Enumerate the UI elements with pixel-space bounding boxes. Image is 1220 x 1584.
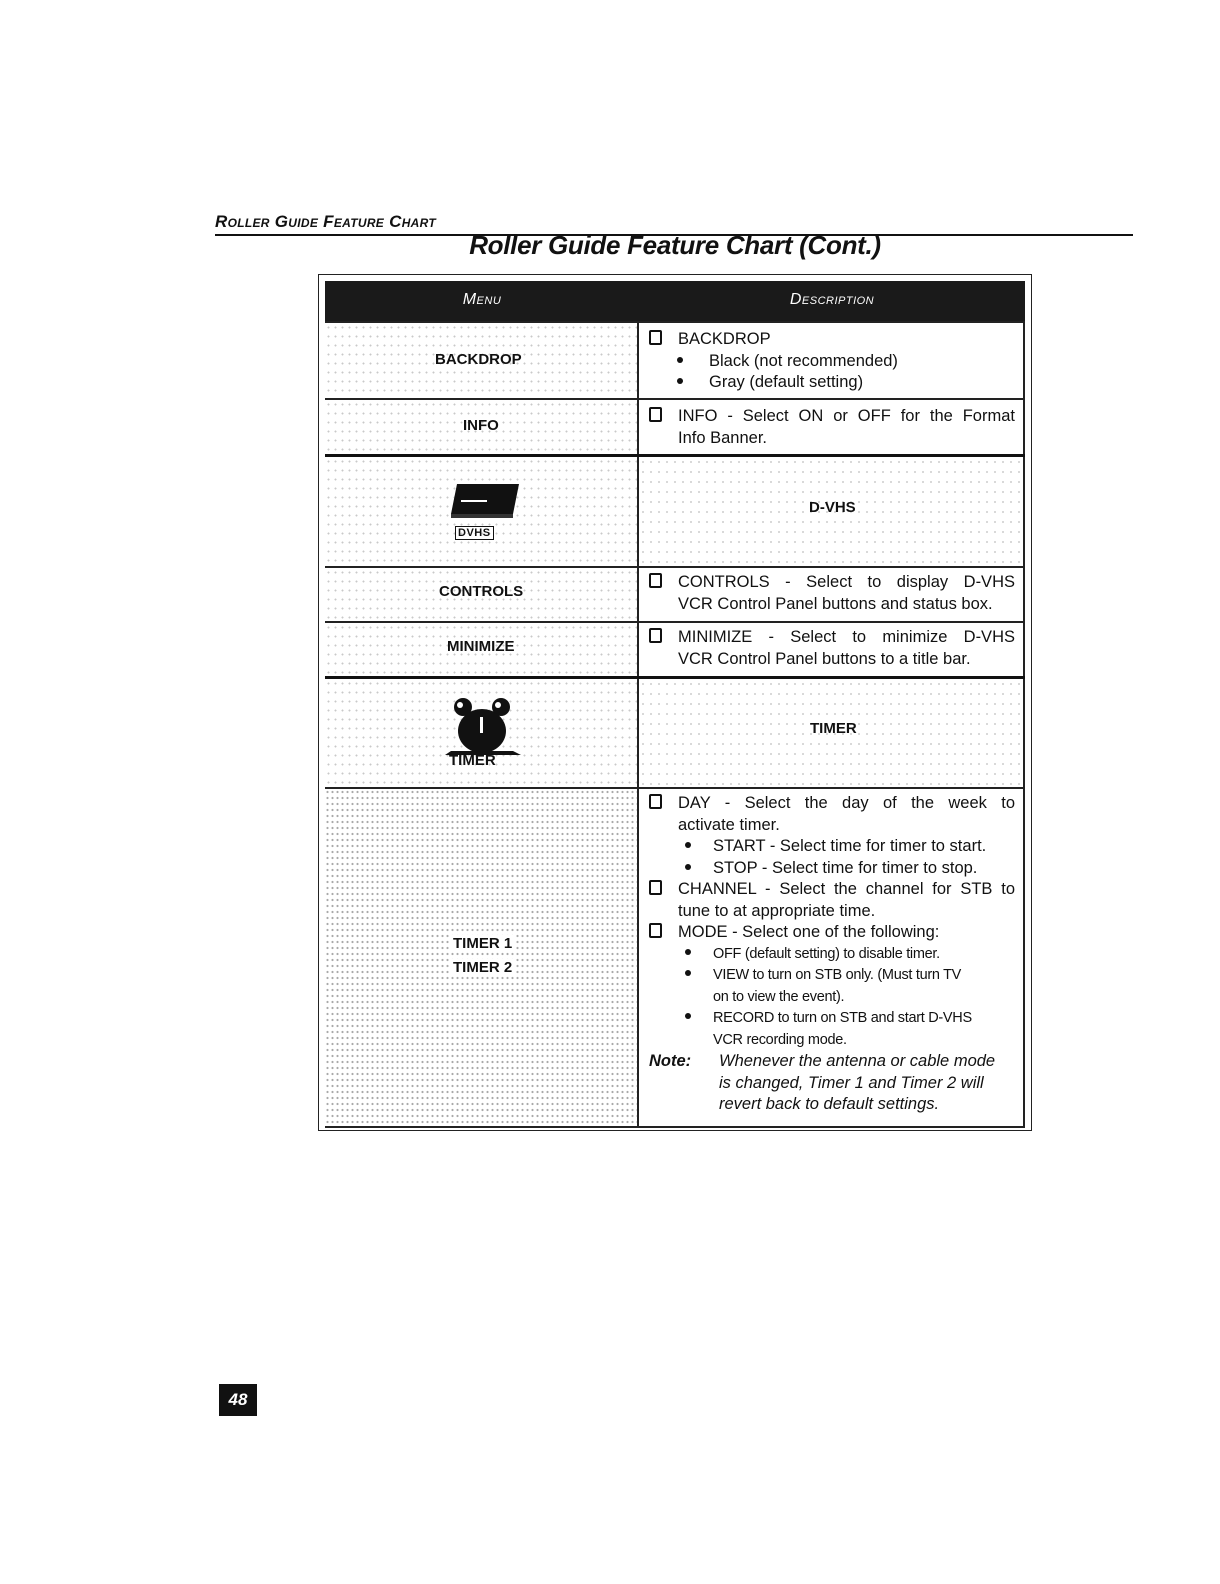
table-header (325, 281, 1025, 321)
menu-cell (325, 623, 639, 676)
desc-bullet: RECORD to turn on STB and start D-VHS (713, 1010, 972, 1026)
desc-title-dvhs: D-VHS (809, 499, 856, 516)
bullet-icon (685, 970, 691, 976)
note-text: is changed, Timer 1 and Timer 2 will (719, 1073, 984, 1092)
checkbox-icon (649, 573, 662, 588)
desc-line: on to view the event). (713, 988, 845, 1005)
column-header-description: Description (789, 291, 875, 308)
bullet-icon (677, 378, 683, 384)
checkbox-icon (649, 330, 662, 345)
desc-line: DAY - Select the day of the week to (678, 794, 1015, 812)
desc-bullet: VIEW to turn on STB only. (Must turn TV (713, 967, 962, 983)
desc-bullet: OFF (default setting) to disable timer. (713, 945, 940, 962)
checkbox-icon (649, 923, 662, 938)
table-bottom-border (325, 1126, 1025, 1128)
page-title: Roller Guide Feature Chart (Cont.) (469, 230, 881, 260)
checkbox-icon (649, 407, 662, 422)
desc-bullet: START - Select time for timer to start. (713, 837, 987, 855)
menu-label-timer: TIMER (449, 752, 496, 769)
desc-line: CONTROLS - Select to display D-VHS (678, 573, 1015, 591)
description-cell (639, 323, 1025, 398)
note-label: Note: (649, 1052, 692, 1070)
table-row-minimize (325, 621, 1025, 676)
desc-bullet: Gray (default setting) (709, 373, 864, 391)
checkbox-icon (649, 794, 662, 809)
menu-label-controls: CONTROLS (439, 583, 524, 600)
desc-line: tune to at appropriate time. (678, 901, 876, 920)
desc-line: CHANNEL - Select the channel for STB to (678, 880, 1015, 898)
desc-line: VCR recording mode. (713, 1031, 847, 1048)
desc-line: INFO - Select ON or OFF for the Format (678, 407, 1015, 425)
description-cell (639, 457, 1025, 566)
section-header-text: Roller Guide Feature Chart (215, 212, 437, 231)
note-text: revert back to default settings. (719, 1095, 940, 1113)
column-header-menu: Menu (462, 291, 502, 308)
alarm-clock-icon (445, 693, 521, 755)
table-row-timer1-timer2 (325, 787, 1025, 1126)
menu-cell (325, 679, 639, 787)
bullet-icon (685, 949, 691, 955)
bullet-icon (677, 357, 683, 363)
table-row-timer (325, 676, 1025, 787)
desc-line: VCR Control Panel buttons and status box. (678, 594, 993, 613)
note-text: Whenever the antenna or cable mode (719, 1052, 996, 1070)
description-cell (639, 789, 1025, 1126)
menu-cell (325, 568, 639, 621)
table-row-controls (325, 566, 1025, 621)
description-cell (639, 623, 1025, 676)
desc-heading: BACKDROP (678, 330, 771, 348)
menu-label-info: INFO (463, 417, 499, 434)
menu-cell (325, 789, 639, 1126)
bullet-icon (685, 842, 691, 848)
desc-line: Info Banner. (678, 428, 767, 447)
desc-line: VCR Control Panel buttons to a title bar. (678, 649, 971, 668)
desc-line: activate timer. (678, 815, 780, 834)
menu-cell (325, 323, 639, 398)
desc-line: MINIMIZE - Select to minimize D-VHS (678, 628, 1015, 646)
desc-bullet: Black (not recommended) (709, 351, 898, 370)
desc-title-timer: TIMER (810, 720, 857, 737)
feature-chart-table (318, 274, 1032, 1131)
dvhs-logo-icon: DVHS (455, 526, 494, 540)
bullet-icon (685, 1013, 691, 1019)
description-cell (639, 400, 1025, 454)
checkbox-icon (649, 880, 662, 895)
description-cell (639, 679, 1025, 787)
desc-bullet: STOP - Select time for timer to stop. (713, 858, 978, 877)
bullet-icon (685, 864, 691, 870)
checkbox-icon (649, 628, 662, 643)
table-row-dvhs (325, 454, 1025, 566)
description-cell (639, 568, 1025, 621)
menu-cell (325, 400, 639, 454)
menu-label-backdrop: BACKDROP (435, 351, 522, 368)
menu-label-minimize: MINIMIZE (447, 638, 515, 655)
table-row-info (325, 398, 1025, 454)
menu-label-timer1: TIMER 1 (453, 935, 513, 952)
vcr-icon (447, 478, 521, 520)
table-row-backdrop (325, 321, 1025, 398)
desc-line: MODE - Select one of the following: (678, 923, 940, 941)
page-number: 48 (219, 1384, 257, 1416)
menu-cell (325, 457, 639, 566)
menu-label-timer2: TIMER 2 (453, 959, 513, 976)
